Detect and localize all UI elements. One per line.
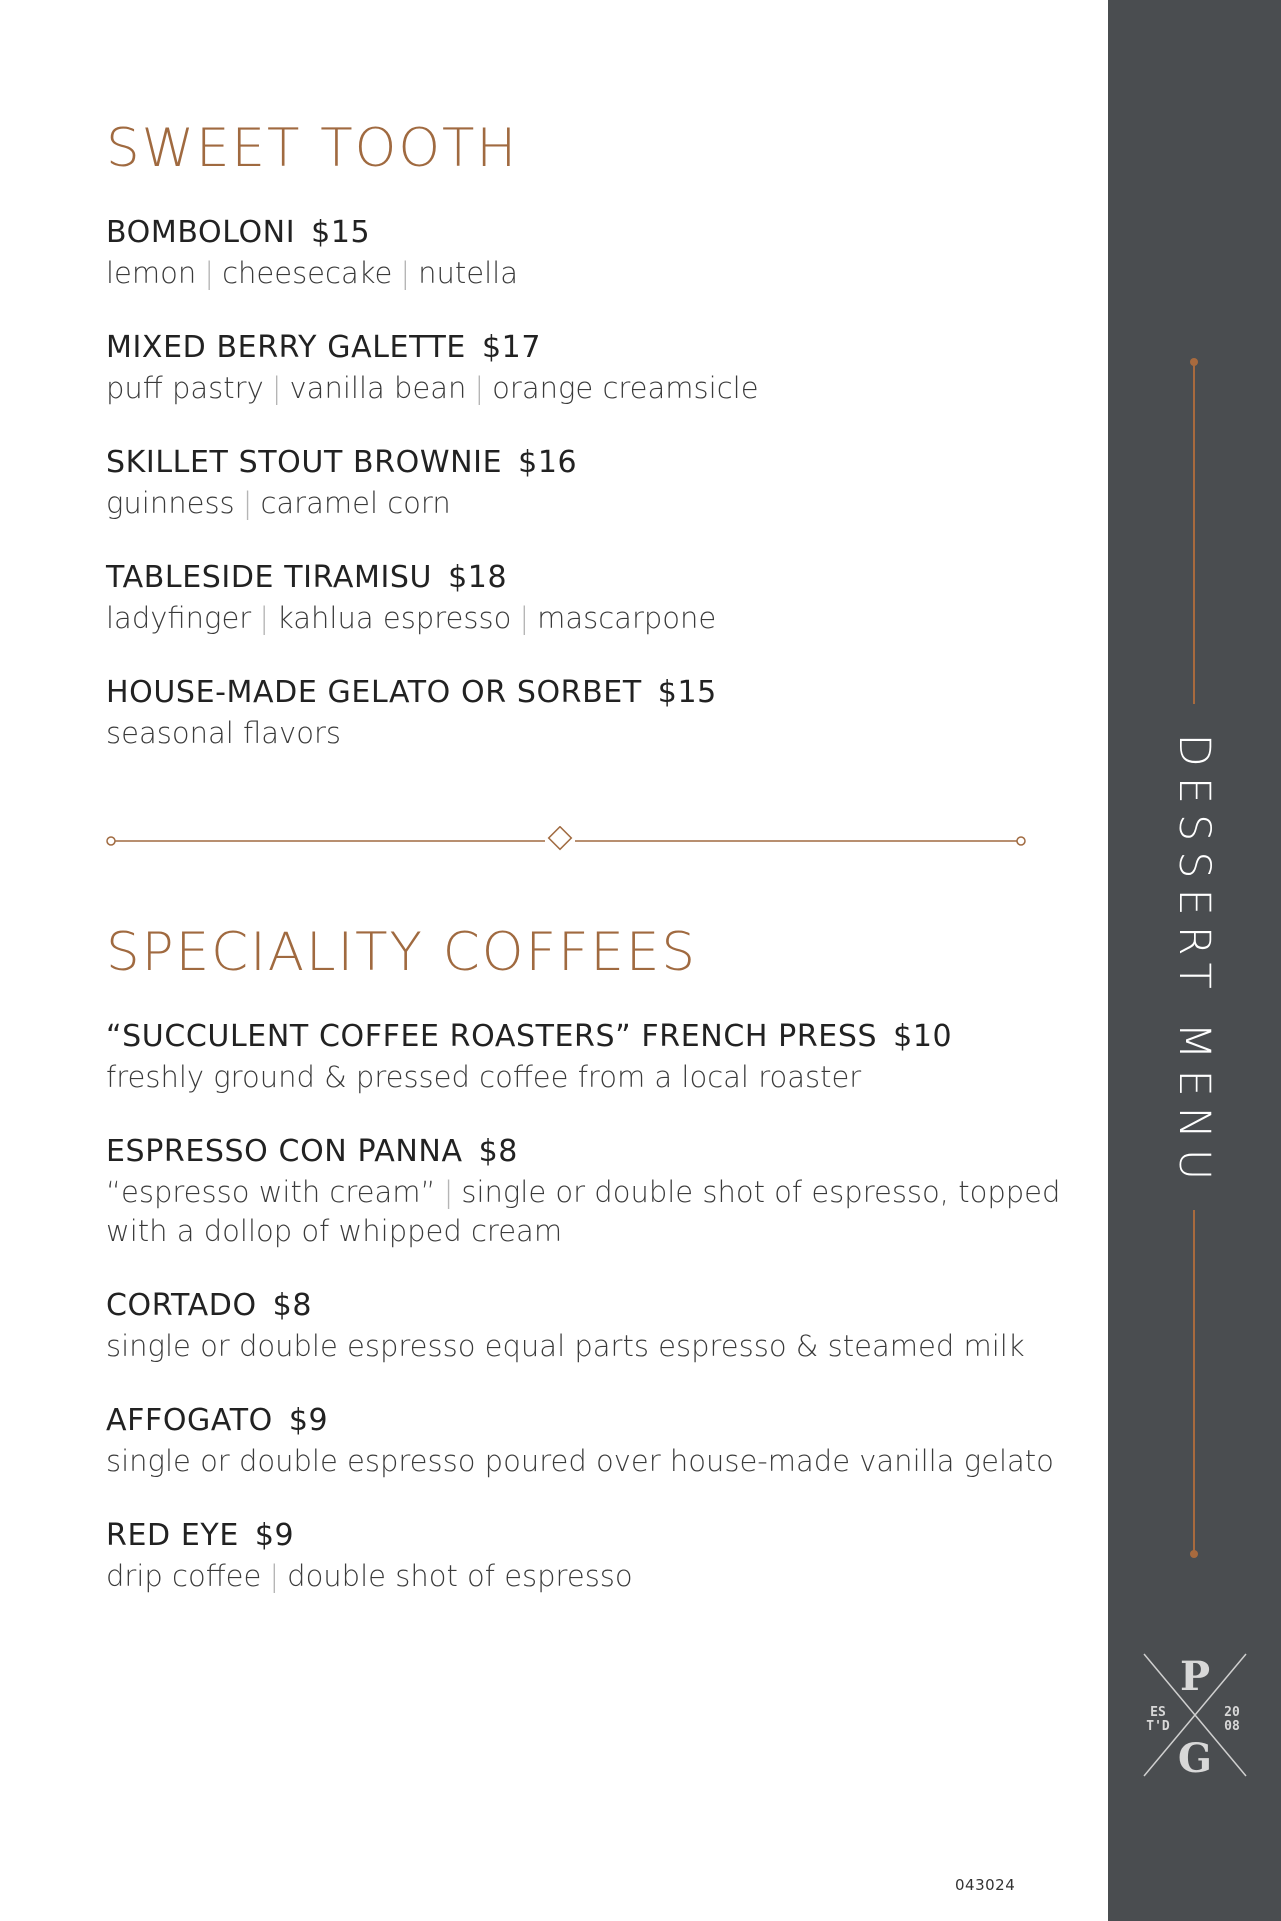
footer-code: 043024 xyxy=(955,1876,1016,1894)
menu-item xyxy=(106,1515,1066,1596)
description-part: double shot of espresso xyxy=(287,1559,633,1593)
menu-item-price: $15 xyxy=(311,215,371,250)
menu-item-description xyxy=(106,1327,1066,1366)
menu-item-price: $17 xyxy=(481,330,542,365)
menu-item-description xyxy=(106,1557,1066,1596)
description-part: ladyfinger xyxy=(106,601,252,635)
logo-est: ES xyxy=(1150,1705,1166,1720)
menu-item-heading xyxy=(106,557,1066,599)
separator-bar: | xyxy=(269,1559,280,1593)
menu-item xyxy=(106,557,1066,638)
menu-item xyxy=(106,327,1066,408)
pg-logo-icon xyxy=(1140,1650,1250,1780)
menu-item-name: TABLESIDE TIRAMISU xyxy=(106,560,433,595)
menu-item xyxy=(106,212,1066,293)
description-part: seasonal flavors xyxy=(106,716,341,750)
logo-td: T'D xyxy=(1146,1719,1170,1734)
menu-item xyxy=(106,1400,1066,1481)
separator-bar: | xyxy=(204,256,215,290)
menu-item-price: $8 xyxy=(272,1288,313,1323)
menu-item-description xyxy=(106,599,1066,638)
line-end-dot xyxy=(1190,1550,1198,1558)
separator-bar: | xyxy=(259,601,269,635)
logo-year-top: 20 xyxy=(1224,1705,1240,1720)
menu-item-name: MIXED BERRY GALETTE xyxy=(106,330,466,365)
menu-item-name: AFFOGATO xyxy=(106,1403,273,1438)
description-part: guinness xyxy=(106,486,235,520)
menu-item xyxy=(106,1016,1066,1097)
menu-item-name: RED EYE xyxy=(106,1518,239,1553)
logo-letter-p: P xyxy=(1179,1653,1211,1700)
menu-item-heading xyxy=(106,1285,1066,1327)
separator-bar: | xyxy=(519,601,530,635)
menu-item-heading xyxy=(106,212,1066,254)
menu-item-name: CORTADO xyxy=(106,1288,257,1323)
menu-item-description xyxy=(106,1058,1066,1097)
menu-item-price: $8 xyxy=(478,1134,518,1169)
menu-item-description xyxy=(106,369,1066,408)
description-part: “espresso with cream” xyxy=(106,1175,436,1209)
menu-item-price: $18 xyxy=(448,560,508,595)
menu-item-heading xyxy=(106,442,1066,484)
menu-item-heading xyxy=(106,672,1066,714)
description-part: lemon xyxy=(106,256,197,290)
separator-bar: | xyxy=(400,256,411,290)
sidebar xyxy=(1108,0,1281,1921)
menu-item-price: $15 xyxy=(657,675,717,710)
separator-bar: | xyxy=(443,1175,454,1209)
sidebar-rule-top xyxy=(1193,362,1195,704)
description-part: single or double espresso equal parts espresso & steamed milk xyxy=(106,1329,1025,1363)
menu-item xyxy=(106,1285,1066,1366)
logo-letter-g: G xyxy=(1177,1735,1213,1780)
menu-item-description xyxy=(106,254,1066,293)
description-part: drip coffee xyxy=(106,1559,262,1593)
menu-item-price: $9 xyxy=(288,1403,329,1438)
description-part: kahlua espresso xyxy=(277,601,512,635)
menu-item-name: BOMBOLONI xyxy=(106,215,296,250)
description-part: mascarpone xyxy=(537,601,717,635)
menu-item-heading xyxy=(106,1515,1066,1557)
description-part: nutella xyxy=(418,256,518,290)
description-part: single or double shot of espresso, topped with a dollop of whipped cream xyxy=(106,1175,1061,1248)
description-part: single or double espresso poured over house-made vanilla gelato xyxy=(106,1444,1054,1478)
description-part: freshly ground & pressed coffee from a local roaster xyxy=(106,1060,862,1094)
menu-item xyxy=(106,672,1066,753)
menu-item-name: SKILLET STOUT BROWNIE xyxy=(106,445,503,480)
section-divider xyxy=(106,826,1026,856)
menu-item-price: $9 xyxy=(254,1518,295,1553)
menu-item-price: $16 xyxy=(518,445,578,480)
menu-item-name: ESPRESSO CON PANNA xyxy=(106,1134,463,1169)
sidebar-rule-bottom xyxy=(1193,1210,1195,1554)
menu-item-description xyxy=(106,1173,1066,1251)
description-part: orange creamsicle xyxy=(492,371,759,405)
menu-item-price: $10 xyxy=(893,1019,953,1054)
menu-item-heading xyxy=(106,327,1066,369)
description-part: cheesecake xyxy=(222,256,393,290)
sweet-tooth-list xyxy=(106,212,1066,753)
description-part: caramel corn xyxy=(260,486,451,520)
menu-item xyxy=(106,442,1066,523)
separator-bar: | xyxy=(242,486,253,520)
menu-item-heading xyxy=(106,1016,1066,1058)
logo-year-bottom: 08 xyxy=(1224,1719,1240,1734)
separator-bar: | xyxy=(474,371,485,405)
menu-item xyxy=(106,1131,1066,1251)
coffees-list xyxy=(106,1016,1066,1596)
menu-item-description xyxy=(106,484,1066,523)
section-title-sweet-tooth: SWEET TOOTH xyxy=(106,118,519,179)
menu-item-name: HOUSE-MADE GELATO OR SORBET xyxy=(106,675,642,710)
menu-item-description xyxy=(106,1442,1066,1481)
menu-item-name: “SUCCULENT COFFEE ROASTERS” FRENCH PRESS xyxy=(106,1019,878,1054)
description-part: puff pastry xyxy=(106,371,264,405)
menu-item-heading xyxy=(106,1400,1066,1442)
separator-bar: | xyxy=(271,371,282,405)
sidebar-title: DESSERT MENU xyxy=(1169,733,1219,1191)
description-part: vanilla bean xyxy=(289,371,467,405)
menu-item-heading xyxy=(106,1131,1066,1173)
menu-item-description xyxy=(106,714,1066,753)
section-title-speciality-coffees: SPECIALITY COFFEES xyxy=(106,922,698,983)
